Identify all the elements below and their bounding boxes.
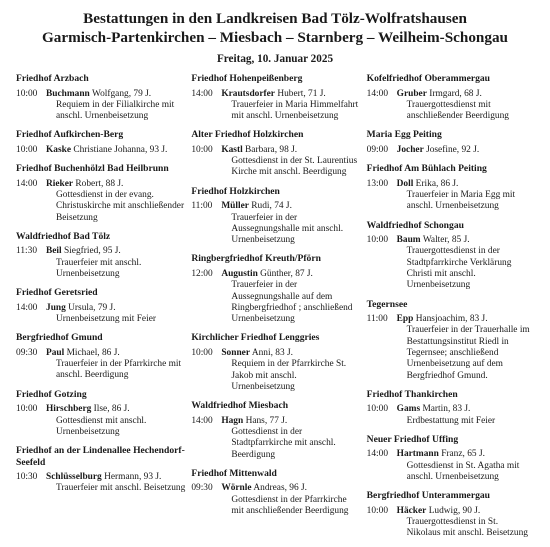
burial-details <box>397 145 534 156</box>
deceased-details: Robert, 88 J. <box>75 178 124 189</box>
cemetery-section <box>191 186 360 247</box>
cemetery-name: Friedhof Thankirchen <box>366 388 458 400</box>
burial-entry <box>16 145 185 156</box>
cemetery-section <box>191 332 360 393</box>
deceased-details: Ilse, 86 J. <box>93 404 130 415</box>
ceremony-description: Trauerfeier in der Aussegnungshalle mit anschl. Urnenbeisetzung <box>231 212 344 246</box>
burial-entry <box>16 89 185 123</box>
cemetery-section <box>16 129 185 156</box>
cemetery-name: Friedhof Buchenhölzl Bad Heilbrunn <box>16 163 169 175</box>
deceased-details: Siegfried, 95 J. <box>63 246 121 257</box>
deceased-details: Martin, 83 J. <box>422 404 471 415</box>
deceased-surname: Rieker <box>46 178 74 189</box>
cemetery-section <box>367 389 534 427</box>
burial-details <box>46 89 185 123</box>
cemetery-section <box>191 468 360 517</box>
deceased-details: Franz, 65 J. <box>441 449 485 460</box>
cemetery-name: Friedhof Aufkirchen-Berg <box>16 129 124 141</box>
burial-details <box>46 303 185 326</box>
cemetery-name: Bergfriedhof Gmund <box>16 332 103 344</box>
cemetery-name: Friedhof Geretsried <box>16 287 98 299</box>
ceremony-description: Trauerfeier mit anschl. Urnenbeisetzung <box>56 257 142 279</box>
burial-entry <box>16 472 185 495</box>
cemetery-name: Friedhof Holzkirchen <box>191 185 280 197</box>
burial-entry <box>191 89 360 123</box>
burial-entry <box>191 145 360 179</box>
burial-time: 09:30 <box>191 483 213 494</box>
burial-time: 10:00 <box>16 404 38 415</box>
burial-entry <box>367 179 534 213</box>
deceased-details: Ursula, 79 J. <box>68 302 116 313</box>
cemetery-name: Friedhof Hohenpeißenberg <box>191 73 303 84</box>
burial-time: 11:00 <box>366 314 388 325</box>
page-title-line2: Garmisch-Partenkirchen – Miesbach – Starnberg – Weilheim-Schongau <box>41 29 509 46</box>
deceased-surname: Epp <box>396 314 414 325</box>
deceased-surname: Beil <box>46 246 62 257</box>
ceremony-description: Trauerfeier in Maria Himmelfahrt mit anschl. Urnenbeisetzung <box>231 99 359 122</box>
ceremony-description: Urnenbeisetzung mit Feier <box>56 314 156 325</box>
cemetery-name: Friedhof Gotzing <box>16 388 87 400</box>
burial-time: 10:30 <box>16 472 38 483</box>
burial-time: 10:00 <box>191 347 213 358</box>
burial-time: 10:00 <box>191 144 213 155</box>
burial-time: 14:00 <box>16 302 38 313</box>
burial-details <box>397 235 534 291</box>
ceremony-description: Requiem in der Pfarrkirche St. Jakob mit anschl. Urnenbeisetzung <box>231 359 347 392</box>
burial-details <box>221 416 360 461</box>
cemetery-name: Alter Friedhof Holzkirchen <box>191 129 304 141</box>
burial-details <box>397 449 534 483</box>
cemetery-section <box>16 73 185 122</box>
deceased-details: Erika, 86 J. <box>415 178 459 189</box>
cemetery-name: Friedhof Am Bühlach Peiting <box>366 163 487 175</box>
column-2 <box>191 73 366 547</box>
deceased-details: Josefine, 92 J. <box>426 144 480 155</box>
deceased-surname: Hagn <box>221 415 244 426</box>
burial-entry <box>191 348 360 393</box>
deceased-details: Christiane Johanna, 93 J. <box>73 144 168 155</box>
burial-time: 10:00 <box>366 235 389 246</box>
cemetery-name: Kofelfriedhof Oberammergau <box>366 73 491 84</box>
cemetery-name: Neuer Friedhof Uffing <box>366 433 459 445</box>
deceased-surname: Krautsdorfer <box>221 88 275 99</box>
deceased-surname: Hirschberg <box>46 404 92 415</box>
burial-details <box>46 145 185 156</box>
column-1 <box>16 73 191 547</box>
deceased-surname: Sonner <box>221 347 250 358</box>
deceased-surname: Wörnle <box>221 483 252 494</box>
burial-time: 14:00 <box>366 88 389 99</box>
ceremony-description: Gottesdienst in St. Agatha mit anschl. Urnenbeisetzung <box>406 460 520 483</box>
burial-entry <box>367 404 534 427</box>
burial-time: 10:00 <box>16 88 38 99</box>
burial-entry <box>16 303 185 326</box>
cemetery-section <box>16 163 185 224</box>
burial-entry <box>367 314 534 382</box>
cemetery-name: Maria Egg Peiting <box>366 129 442 141</box>
burial-details <box>46 246 185 280</box>
burial-entry <box>191 269 360 325</box>
burial-time: 11:30 <box>16 246 38 257</box>
deceased-surname: Schlüsselburg <box>46 472 102 483</box>
column-3 <box>367 73 540 547</box>
cemetery-name: Tegernsee <box>366 298 408 310</box>
deceased-details: Anni, 83 J. <box>251 347 293 358</box>
cemetery-name: Friedhof Mittenwald <box>191 467 277 479</box>
cemetery-section <box>367 73 534 122</box>
ceremony-description: Gottesdienst in der Stadtpfarrkirche mit anschl. Beerdigung <box>231 426 336 460</box>
deceased-details: Hermann, 93 J. <box>104 472 162 483</box>
burial-entry <box>367 449 534 483</box>
cemetery-section <box>16 231 185 280</box>
burial-details <box>46 404 185 438</box>
deceased-surname: Jung <box>46 302 66 313</box>
ceremony-description: Trauerfeier in der Pfarrkirche mit anschl. Beerdigung <box>56 359 182 381</box>
burial-time: 10:00 <box>16 144 38 155</box>
ceremony-description: Gottesdienst in der Pfarrkirche mit anschließender Beerdigung <box>231 494 349 516</box>
listing-columns <box>16 73 540 547</box>
burial-details <box>221 145 360 179</box>
deceased-surname: Häcker <box>396 505 427 516</box>
burial-time: 09:00 <box>366 144 389 155</box>
deceased-surname: Kastl <box>221 144 243 155</box>
burial-entry <box>16 404 185 438</box>
cemetery-name: Friedhof Arzbach <box>16 73 89 84</box>
header <box>0 0 550 66</box>
deceased-details: Irmgard, 68 J. <box>429 88 482 99</box>
ceremony-description: Trauerfeier in der Trauerhalle im Bestattungsinstitut Riedl in Tegernsee; anschließend Urnenbeisetzung auf dem Bergfriedhof Gmund. <box>406 325 530 381</box>
cemetery-name: Waldfriedhof Miesbach <box>191 400 289 412</box>
burial-time: 11:00 <box>191 201 213 212</box>
deceased-surname: Paul <box>46 347 65 358</box>
deceased-details: Hansjoachim, 83 J. <box>415 314 488 325</box>
cemetery-section <box>16 445 185 495</box>
burial-details <box>221 201 360 246</box>
cemetery-name: Bergfriedhof Unterammergau <box>366 490 491 502</box>
ceremony-description: Trauergottesdienst in St. Nikolaus mit anschl. Beisetzung <box>406 517 528 539</box>
deceased-surname: Gruber <box>396 88 427 99</box>
cemetery-section <box>16 332 185 381</box>
deceased-details: Ludwig, 90 J. <box>428 505 481 516</box>
page-title-line1: Bestattungen in den Landkreisen Bad Tölz-Wolfratshausen <box>83 10 467 27</box>
burial-entry <box>367 506 534 540</box>
cemetery-name: Kirchlicher Friedhof Lenggries <box>191 332 320 344</box>
burial-details <box>397 89 534 123</box>
deceased-details: Hans, 77 J. <box>245 415 288 426</box>
burial-entry <box>16 246 185 280</box>
burial-time: 14:00 <box>16 178 38 189</box>
burial-details <box>221 483 360 517</box>
burial-time: 09:30 <box>16 347 38 358</box>
cemetery-section <box>191 400 360 461</box>
burial-time: 14:00 <box>191 415 213 426</box>
cemetery-section <box>367 129 534 156</box>
burial-time: 14:00 <box>191 88 213 99</box>
ceremony-description: Trauerfeier mit anschl. Beisetzung <box>56 483 186 494</box>
burial-details <box>46 348 185 382</box>
cemetery-section <box>16 287 185 325</box>
deceased-details: Günther, 87 J. <box>260 268 313 279</box>
burial-details <box>221 348 360 393</box>
ceremony-description: Trauerfeier in der Aussegnungshalle auf dem Ringbergfriedhof ; anschließend Urnenbeisetzung <box>231 280 353 325</box>
deceased-details: Wolfgang, 79 J. <box>91 88 152 99</box>
cemetery-name: Ringbergfriedhof Kreuth/Pförn <box>191 253 321 265</box>
deceased-surname: Augustin <box>221 268 258 279</box>
burial-details <box>46 472 185 495</box>
cemetery-section <box>367 163 534 212</box>
burial-entry <box>191 416 360 461</box>
ceremony-description: Gottesdienst mit anschl. Urnenbeisetzung <box>56 415 147 437</box>
burial-details <box>397 314 534 382</box>
burial-time: 10:00 <box>366 505 389 516</box>
ceremony-description: Trauergottesdienst in der Stadtpfarrkirche Verklärung Christi mit anschl. Urnenbeisetzung <box>406 246 512 291</box>
cemetery-section <box>367 434 534 483</box>
cemetery-section <box>367 490 534 539</box>
burial-details <box>46 179 185 224</box>
deceased-details: Walter, 85 J. <box>422 235 470 246</box>
burial-entry <box>367 145 534 156</box>
cemetery-section <box>16 389 185 438</box>
cemetery-section <box>191 129 360 178</box>
deceased-surname: Kaske <box>46 144 72 155</box>
cemetery-name: Friedhof an der Lindenallee Hechendorf-Seefeld <box>16 445 185 468</box>
ceremony-description: Erdbestattung mit Feier <box>406 415 496 426</box>
burial-entry <box>191 201 360 246</box>
burial-details <box>221 269 360 325</box>
cemetery-section <box>191 73 360 122</box>
burial-entry <box>16 179 185 224</box>
cemetery-section <box>367 220 534 292</box>
burial-details <box>221 89 360 123</box>
burial-time: 14:00 <box>366 449 389 460</box>
deceased-details: Michael, 86 J. <box>66 347 120 358</box>
burial-entry <box>367 89 534 123</box>
deceased-details: Barbara, 98 J. <box>245 144 298 155</box>
deceased-surname: Gams <box>396 404 421 415</box>
burial-time: 13:00 <box>366 178 389 189</box>
deceased-surname: Müller <box>221 201 249 212</box>
deceased-details: Andreas, 96 J. <box>253 483 308 494</box>
ceremony-description: Trauerfeier in Maria Egg mit anschl. Urnenbeisetzung <box>406 189 516 212</box>
deceased-surname: Doll <box>396 178 414 189</box>
burial-entry <box>191 483 360 517</box>
cemetery-section <box>191 253 360 325</box>
ceremony-description: Gottesdienst in der St. Laurentius Kirche mit anschl. Beerdigung <box>231 156 358 178</box>
burial-details <box>397 179 534 213</box>
deceased-details: Hubert, 71 J. <box>277 88 326 99</box>
burial-details <box>397 404 534 427</box>
burial-entry <box>367 235 534 291</box>
ceremony-description: Gottesdienst in der evang. Christuskirche mit anschließender Beisetzung <box>56 189 185 223</box>
burial-time: 10:00 <box>366 404 389 415</box>
deceased-surname: Hartmann <box>396 449 439 460</box>
cemetery-section <box>367 299 534 382</box>
burial-entry <box>16 348 185 382</box>
ceremony-description: Trauergottesdienst mit anschließender Beerdigung <box>406 99 509 122</box>
ceremony-description: Requiem in der Filialkirche mit anschl. Urnenbeisetzung <box>56 99 175 122</box>
publication-date: Freitag, 10. Januar 2025 <box>216 53 334 65</box>
cemetery-name: Waldfriedhof Schongau <box>366 219 464 231</box>
burial-time: 12:00 <box>191 268 213 279</box>
deceased-surname: Buchmann <box>46 88 90 99</box>
burial-details <box>397 506 534 540</box>
deceased-details: Rudi, 74 J. <box>251 201 292 212</box>
deceased-surname: Baum <box>396 235 421 246</box>
deceased-surname: Jocher <box>396 144 424 155</box>
cemetery-name: Waldfriedhof Bad Tölz <box>16 230 111 242</box>
